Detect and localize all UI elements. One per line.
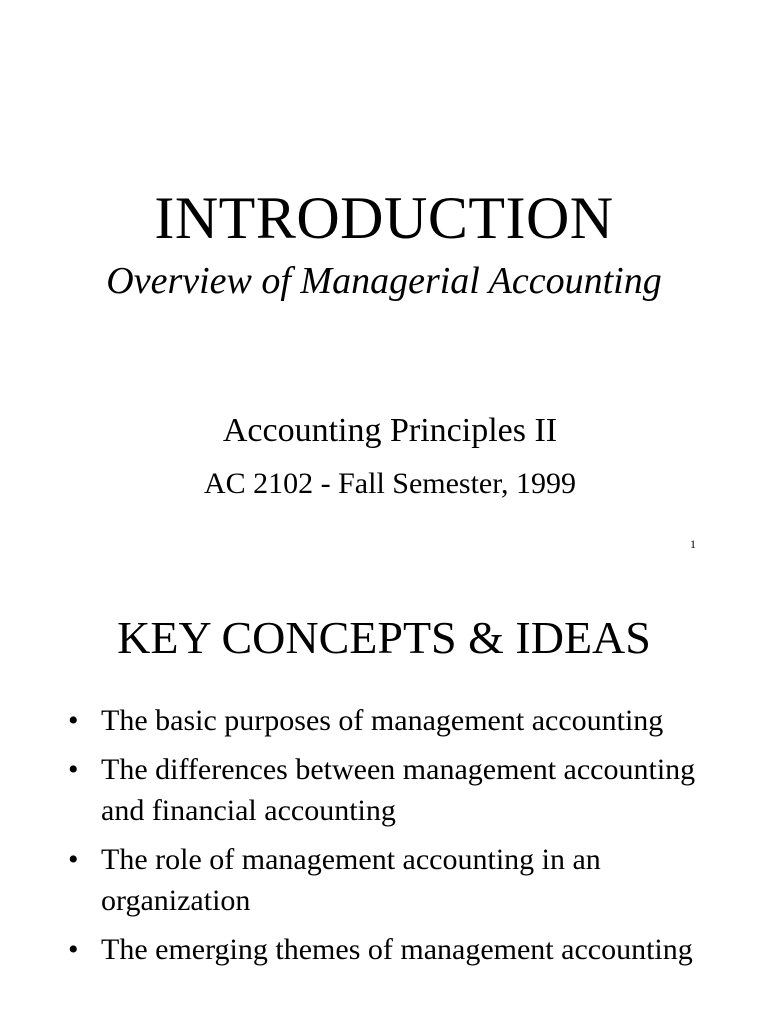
bullet-icon: • (68, 933, 79, 966)
bullet-text: The role of management accounting in an organization (101, 843, 601, 917)
page-number: 1 (690, 537, 696, 551)
bullet-icon: • (68, 753, 79, 786)
bullet-icon: • (68, 843, 79, 876)
slide-title: INTRODUCTION (154, 185, 614, 251)
slide-subtitle: Overview of Managerial Accounting (106, 260, 662, 302)
bullet-text: The basic purposes of management accounting (101, 704, 664, 737)
list-item (68, 749, 708, 831)
list-item (68, 929, 708, 970)
bullet-text: The differences between management accounting and financial accounting (101, 753, 696, 827)
bullet-text: The emerging themes of management accounting (101, 933, 693, 966)
list-item (68, 839, 708, 921)
course-name: Accounting Principles II (222, 412, 558, 449)
course-code: AC 2102 - Fall Semester, 1999 (203, 467, 577, 500)
list-item (68, 700, 708, 741)
slide-2 (0, 570, 768, 1024)
bullet-list (68, 700, 708, 978)
slide-heading: KEY CONCEPTS & IDEAS (117, 612, 651, 663)
bullet-icon: • (68, 704, 79, 737)
